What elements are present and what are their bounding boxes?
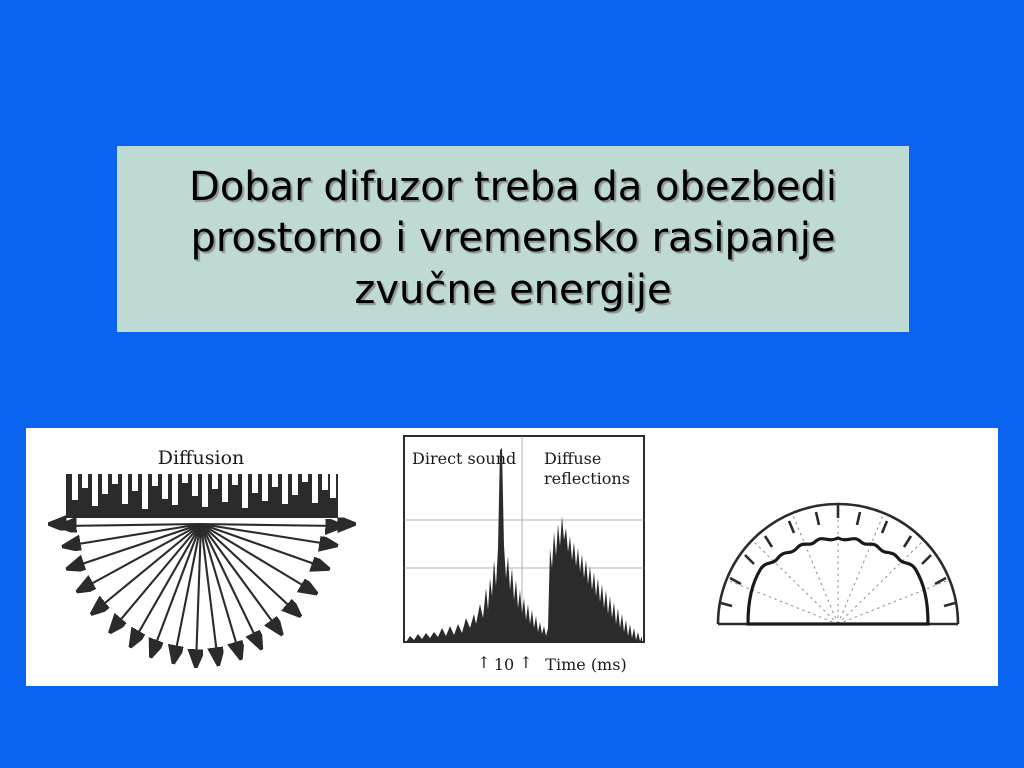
diffusion-rays-icon [62, 524, 340, 664]
page-title: Dobar difuzor treba da obezbedi prostorno i vremensko rasipanje zvučne energije [189, 164, 837, 313]
diffuse-reflections-label-line1: Diffuse [544, 449, 602, 468]
diffuse-reflections-label-line2: reflections [544, 469, 630, 488]
direct-sound-label: Direct sound [412, 449, 517, 468]
polar-grid [718, 504, 958, 624]
tick-marker-left: ↑ [477, 653, 491, 672]
tick-marker-right: ↑ [519, 653, 533, 672]
time-axis-label: Time (ms) [545, 655, 627, 674]
figure-diffusion [36, 428, 366, 686]
figure-polar [686, 428, 991, 686]
tick-value-10: 10 [493, 655, 515, 674]
figure-panel [26, 428, 998, 686]
title-box [117, 146, 909, 332]
diffuser-surface-icon [66, 474, 338, 518]
figure-echogram [376, 428, 666, 686]
diffusion-label: Diffusion [157, 447, 245, 469]
